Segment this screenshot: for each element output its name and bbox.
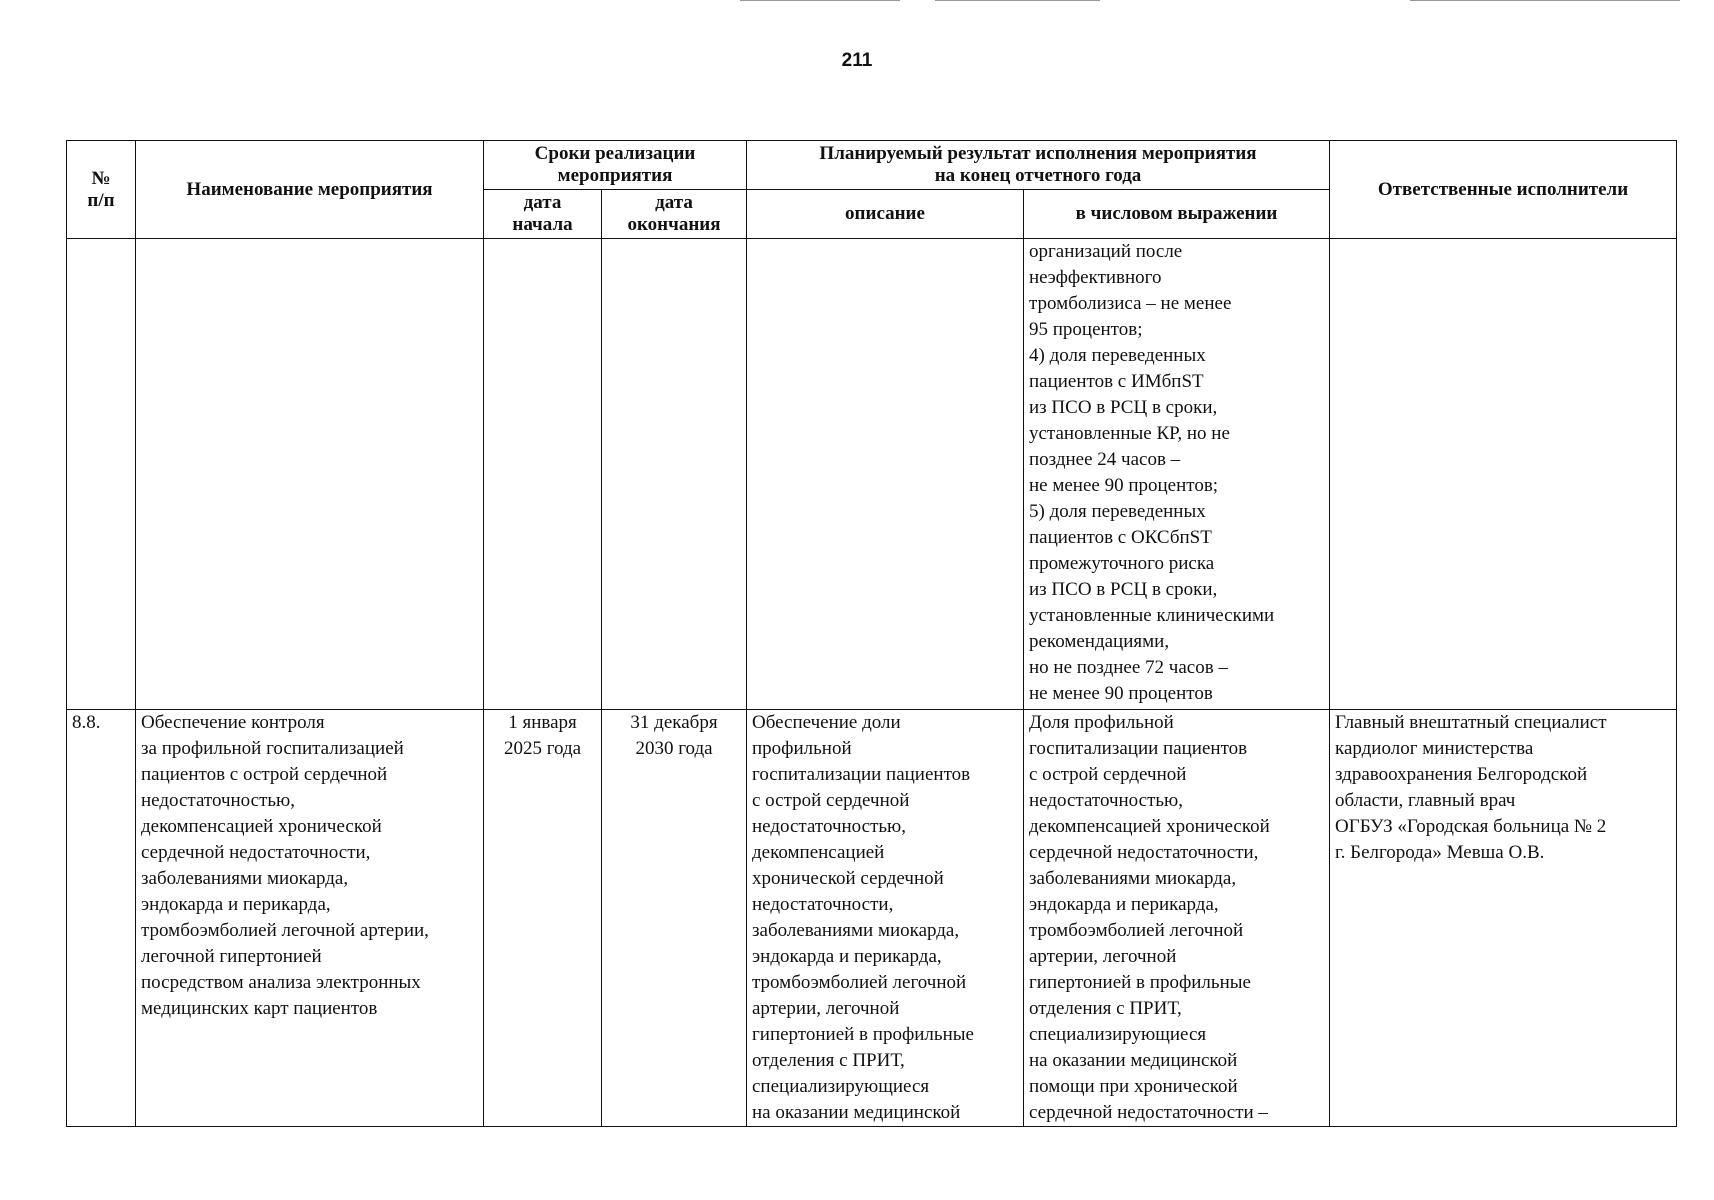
- table-row-8-8: [67, 710, 1677, 1127]
- cell-numeric: организаций после неэффективного тромболизиса – не менее 95 процентов; 4) доля переведенных пациентов с ИМбпST из ПСО в РСЦ в сроки, установленные КР, но не позднее 24 часов – не менее 90 процентов; 5) доля переведенных пациентов с ОКСбпST промежуточного риска из ПСО в РСЦ в сроки, установленные клиническими рекомендациями, но не позднее 72 часов – не менее 90 процентов: [1024, 239, 1330, 710]
- header-num: № п/п: [67, 141, 136, 239]
- cell-start: [484, 239, 602, 710]
- table-row-continuation: [67, 239, 1677, 710]
- header-responsible: Ответственные исполнители: [1330, 141, 1677, 239]
- cell-description: [747, 239, 1024, 710]
- header-start: дата начала: [484, 190, 602, 239]
- page-number: 211: [841, 50, 873, 71]
- table-header: [67, 141, 1677, 239]
- cell-responsible: [1330, 239, 1677, 710]
- cell-start: 1 января 2025 года: [484, 710, 602, 1127]
- cell-numeric: Доля профильной госпитализации пациентов с острой сердечной недостаточностью, декомпенсацией хронической сердечной недостаточности, заболеваниями миокарда, эндокарда и перикарда, тромбоэмболией легочной артерии, легочной гипертонией в профильные отделения с ПРИТ, специализирующиеся на оказании медицинской помощи при хронической сердечной недостаточности –: [1024, 710, 1330, 1127]
- cell-name: Обеспечение контроля за профильной госпитализацией пациентов с острой сердечной недостаточностью, декомпенсацией хронической сердечной недостаточности, заболеваниями миокарда, эндокарда и перикарда, тромбоэмболией легочной артерии, легочной гипертонией посредством анализа электронных медицинских карт пациентов: [136, 710, 484, 1127]
- scan-artifact-line: [935, 0, 1100, 1]
- cell-name: [136, 239, 484, 710]
- header-numeric: в числовом выражении: [1024, 190, 1330, 239]
- cell-responsible: Главный внештатный специалист кардиолог министерства здравоохранения Белгородской области, главный врач ОГБУЗ «Городская больница № 2 г. Белгорода» Мевша О.В.: [1330, 710, 1677, 1127]
- activities-table: [66, 140, 1677, 1127]
- header-terms: Сроки реализации мероприятия: [484, 141, 747, 190]
- cell-end: 31 декабря 2030 года: [602, 710, 747, 1127]
- header-name: Наименование мероприятия: [136, 141, 484, 239]
- cell-end: [602, 239, 747, 710]
- header-result: Планируемый результат исполнения мероприятия на конец отчетного года: [747, 141, 1330, 190]
- cell-num: 8.8.: [67, 710, 136, 1127]
- scan-artifact-line: [1410, 0, 1680, 1]
- header-end: дата окончания: [602, 190, 747, 239]
- scan-artifact-line: [740, 0, 900, 1]
- header-description: описание: [747, 190, 1024, 239]
- cell-description: Обеспечение доли профильной госпитализации пациентов с острой сердечной недостаточностью, декомпенсацией хронической сердечной недостаточности, заболеваниями миокарда, эндокарда и перикарда, тромбоэмболией легочной артерии, легочной гипертонией в профильные отделения с ПРИТ, специализирующиеся на оказании медицинской: [747, 710, 1024, 1127]
- cell-num: [67, 239, 136, 710]
